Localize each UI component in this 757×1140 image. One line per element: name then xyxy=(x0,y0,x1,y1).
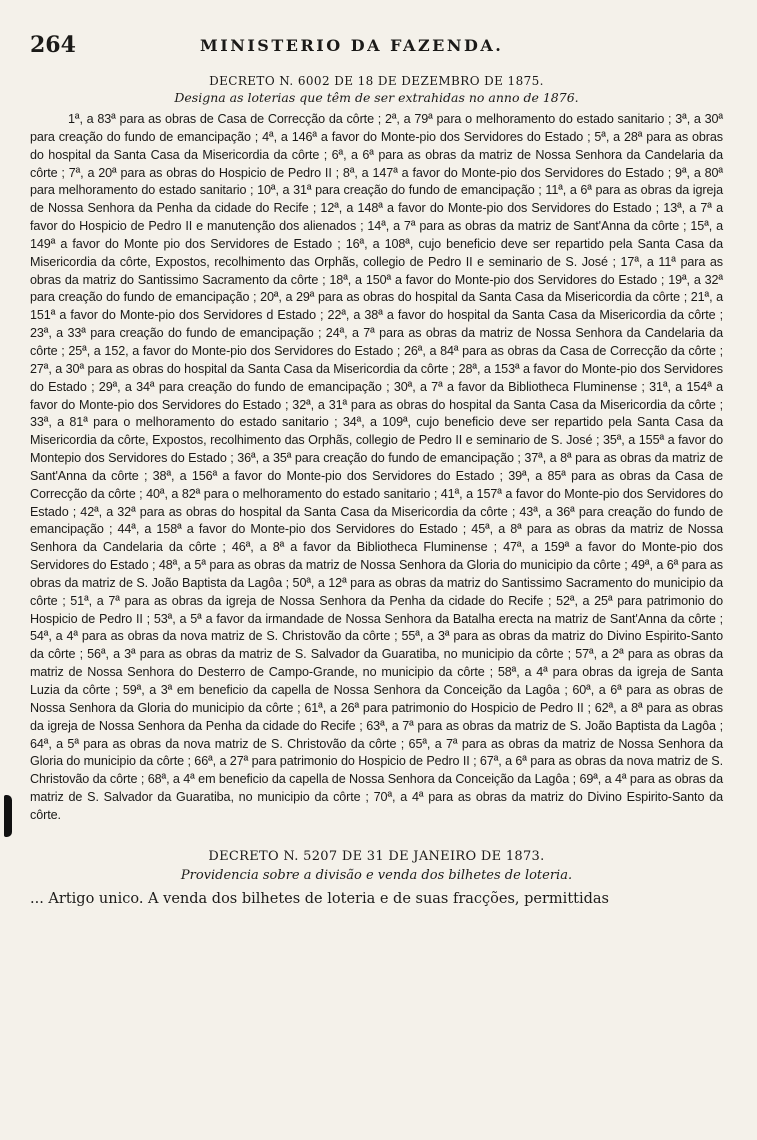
second-decree-title: DECRETO N. 5207 DE 31 DE JANEIRO DE 1873. xyxy=(208,848,545,864)
running-head: MINISTERIO DA FAZENDA. xyxy=(200,36,504,55)
page-number: 264 xyxy=(30,32,76,58)
decree-title: DECRETO N. 6002 DE 18 DE DEZEMBRO DE 1875. xyxy=(209,74,544,88)
margin-ink-mark xyxy=(4,795,12,837)
decree-subtitle: Designa as loterias que têm de ser extrahidas no anno de 1876. xyxy=(174,90,579,105)
article-text: ... Artigo unico. A venda dos bilhetes de loteria e de suas fracções, permittidas xyxy=(30,890,609,907)
decree-body: 1ª, a 83ª para as obras de Casa de Correcção da côrte ; 2ª, a 79ª para o melhoramento do estado sanitario ; 3ª, a 30ª para creação do fundo de emancipação ; 4ª, a 146ª a favor do Monte-pio dos Servidores do Estado ; 5ª, a 28ª para as obras do hospital da Santa Casa da Misericordia da côrte ; 6ª, a 6ª para as obras da matriz de Nossa Senhora da Candelaria da côrte ; 7ª, a 20ª para as obras do Hospicio de Pedro II ; 8ª, a 147ª a favor do Monte-pio dos Servidores do Estado ; 9ª, a 80ª para melhoramento do estado sanitario ; 10ª, a 31ª para creação do fundo de emancipação ; 11ª, a 6ª para as obras da igreja de Nossa Senhora da Penha da cidade do Recife ; 12ª, a 148ª a favor do Monte-pio dos Servidores do Estado ; 13ª, a 7ª a favor do Hospicio de Pedro II e manutenção dos alienados ; 14ª, a 7ª para as obras da matriz de Sant'Anna da côrte ; 15ª, a 149ª a favor do Monte pio dos Servidores de Estado ; 16ª, a 108ª, cujo beneficio deve ser repartido pela Santa Casa da Misericordia da côrte, Expostos, recolhimento das Orphãs, collegio de Pedro II e seminario de S. José ; 17ª, a 11ª para as obras da matriz do Santissimo Sacramento da côrte ; 18ª, a 150ª a favor do Monte-pio dos Servidores do Estado ; 19ª, a 32ª para creação do fundo de emancipação ; 20ª, a 29ª para as obras do hospital da Santa Casa da Misericordia da côrte ; 21ª, a 151ª a favor do Monte-pio dos Servidores d Estado ; 22ª, a 38ª a favor do hospital da Santa Casa da Misericordia da côrte ; 23ª, a 33ª para creação do fundo de emancipação ; 24ª, a 7ª para as obras da matriz de Nossa Senhora da Candelaria da côrte ; 25ª, a 152, a favor do Monte-pio dos Servidores do Estado ; 26ª, a 84ª para as obras da Casa de Correcção da côrte ; 27ª, a 30ª para as obras do hospital da Santa Casa da Misericordia da côrte ; 28ª, a 153ª a favor do Monte-pio dos Servidores do Estado ; 29ª, a 34ª para creação do fundo de emancipação ; 30ª, a 7ª a favor da Bibliotheca Fluminense ; 31ª, a 154ª a favor do Monte-pio dos Servidores do Estado ; 32ª, a 31ª para as obras do hospital da Santa Casa da Misericordia da côrte ; 33ª, a 81ª para o melhoramento do estado sanitario ; 34ª, a 109ª, cujo beneficio deve ser repartido pela Santa Casa da Misericordia da côrte, Expostos, recolhimento das Orphãs, collegio de Pedro II e seminario de S. José ; 35ª, a 155ª a favor do Montepio dos Servidores do Estado ; 36ª, a 35ª para creação do fundo de emancipação ; 37ª, a 8ª para as obras da matriz de Sant'Anna da côrte ; 38ª, a 156ª a favor do Monte-pio dos Servidores do Estado ; 39ª, a 85ª para as obras da Casa de Correcção da côrte ; 40ª, a 82ª para o melhoramento do estado sanitario ; 41ª, a 157ª a favor do Monte-pio dos Servidores do Estado ; 42ª, a 32ª para as obras do hospital da Santa Casa da Misericordia da côrte ; 43ª, a 36ª para creação do fundo de emancipação ; 44ª, a 158ª a favor do Monte-pio dos Servidores do Estado ; 45ª, a 8ª para as obras da matriz de Nossa Senhora da Candelaria da côrte ; 46ª, a 8ª a favor da Bibliotheca Fluminense ; 47ª, a 159ª a favor do Monte-pio dos Servidores do Estado ; 48ª, a 5ª para as obras da matriz de Nossa Senhora da Gloria do municipio da côrte ; 49ª, a 6ª para as obras da matriz de S. João Baptista da Lagôa ; 50ª, a 12ª para as obras da matriz do Santissimo Sacramento do municipio da côrte ; 51ª, a 7ª para as obras da igreja de Nossa Senhora da Penha da cidade do Recife ; 52ª, a 25ª para patrimonio do Hospicio de Pedro II ; 53ª, a 5ª a favor da irmandade de Nossa Senhora da Batalha erecta na matriz de Sant'Anna da côrte ; 54ª, a 4ª para as obras da nova matriz de S. Christovão da côrte ; 55ª, a 3ª para as obras da matriz do Divino Espirito-Santo da côrte ; 56ª, a 3ª para as obras da matriz de S. Salvador da Guaratiba, no municipio da côrte ; 57ª, a 2ª para as obras da matriz de Nossa Senhora do Desterro de Campo-Grande, no municipio da côrte ; 58ª, a 4ª para obras da igreja de Santa Luzia da côrte ; 59ª, a 3ª em beneficio da capella de Nossa Senhora da Conceição da Lagôa ; 60ª, a 6ª para as obras de Nossa Senhora da Gloria do municipio da côrte ; 61ª, a 26ª para patrimonio do Hospicio de Pedro II ; 62ª, a 8ª para as obras da igreja de Nossa Senhora da Penha da cidade do Recife ; 63ª, a 7ª para as obras da matriz de S. João Baptista da Lagôa ; 64ª, a 5ª para as obras da nova matriz de S. Christovão da côrte ; 65ª, a 7ª para as obras da matriz de Nossa Senhora da Gloria do municipio da côrte ; 66ª, a 27ª para patrimonio do Hospicio de Pedro II ; 67ª, a 6ª para as obras da nova matriz de S. Christovão da côrte ; 68ª, a 4ª em beneficio da capella de Nossa Senhora da Conceição da Lagôa ; 69ª, a 4ª para as obras da matriz de S. Salvador da Guaratiba, no municipio da côrte ; 70ª, a 4ª para as obras da matriz do Divino Espirito-Santo da côrte. xyxy=(30,112,723,822)
page-header xyxy=(30,32,723,66)
second-decree-subtitle: Providencia sobre a divisão e venda dos bilhetes de loteria. xyxy=(180,867,573,883)
